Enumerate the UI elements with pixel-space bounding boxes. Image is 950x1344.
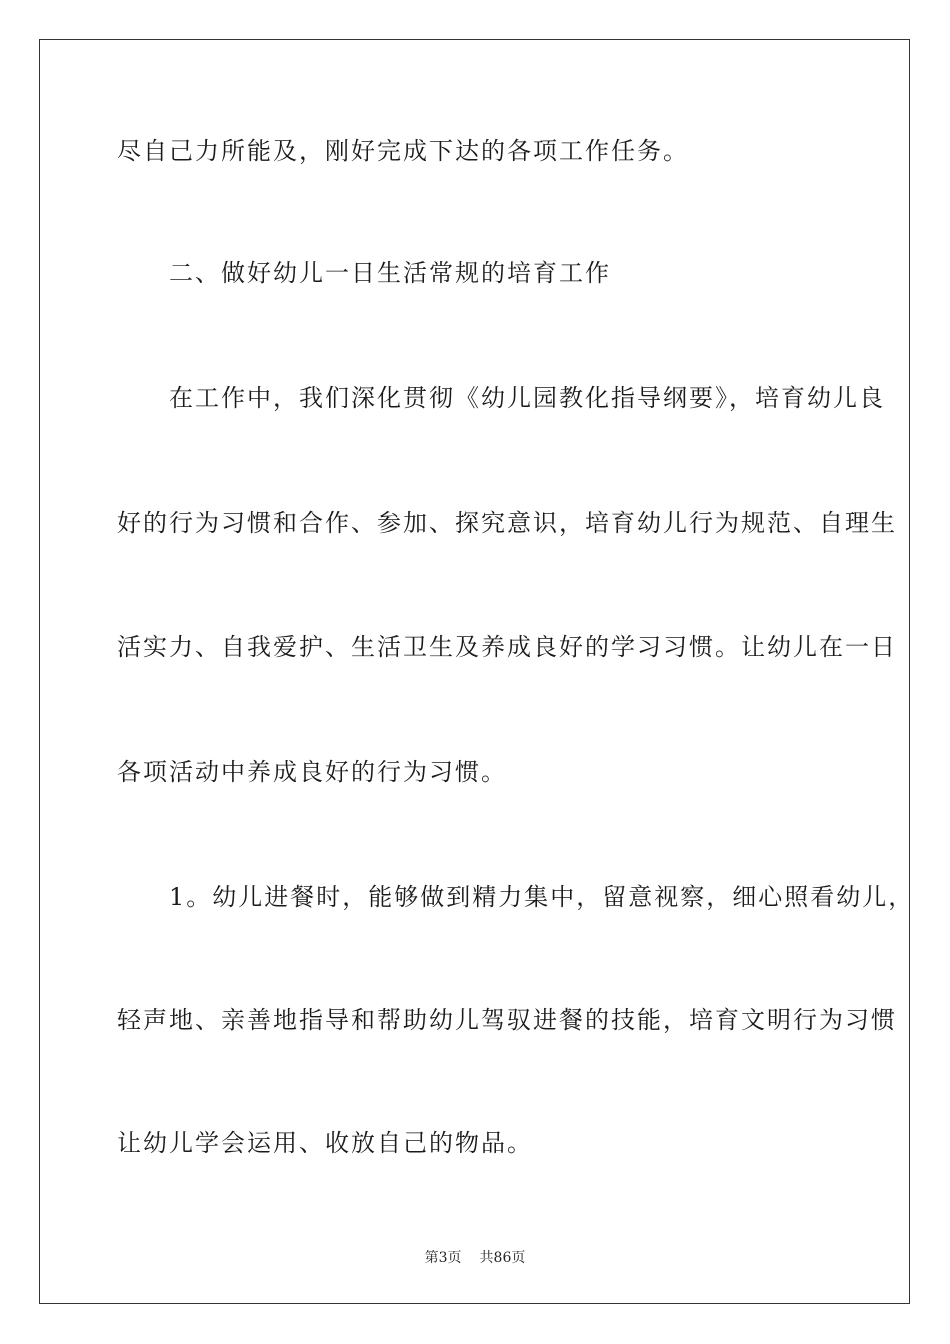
paragraph-line-8: 轻声地、亲善地指导和帮助幼儿驾驭进餐的技能，培育文明行为习惯 (117, 1006, 897, 1034)
paragraph-line-3: 在工作中，我们深化贯彻《幼儿园教化指导纲要》，培育幼儿良 (117, 384, 885, 412)
paragraph-line-5: 活实力、自我爱护、生活卫生及养成良好的学习习惯。让幼儿在一日 (117, 633, 897, 661)
paragraph-line-6: 各项活动中养成良好的行为习惯。 (117, 758, 507, 786)
page-footer (0, 1249, 950, 1267)
page-frame (39, 39, 910, 1304)
page-number: 第3页 (424, 1250, 462, 1266)
paragraph-line-7: 1。幼儿进餐时，能够做到精力集中，留意视察，细心照看幼儿， (117, 883, 915, 911)
paragraph-line-4: 好的行为习惯和合作、参加、探究意识，培育幼儿行为规范、自理生 (117, 509, 897, 537)
paragraph-line-9: 让幼儿学会运用、收放自己的物品。 (117, 1129, 533, 1157)
total-pages: 共86页 (479, 1250, 526, 1266)
paragraph-line-1: 尽自己力所能及，刚好完成下达的各项工作任务。 (117, 137, 689, 165)
section-heading: 二、做好幼儿一日生活常规的培育工作 (117, 259, 611, 287)
